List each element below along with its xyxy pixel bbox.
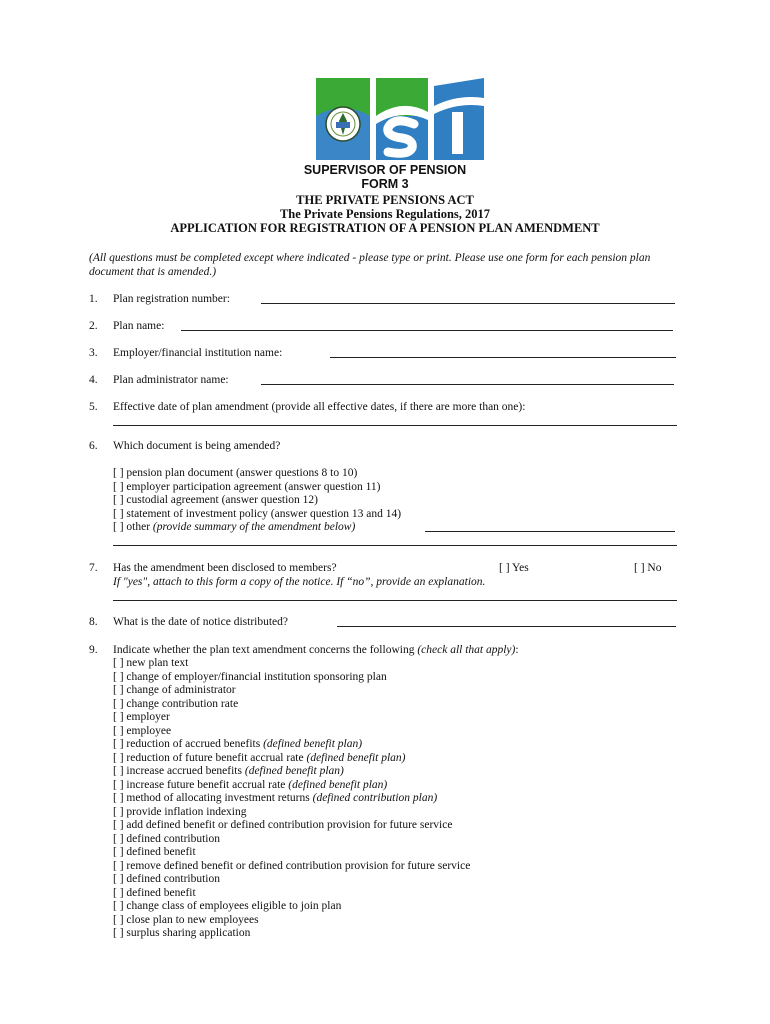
option-label: [ ] increase accrued benefits [113, 765, 245, 777]
option-employer-participation-agreement[interactable]: [ ] employer participation agreement (answer question 11) [113, 481, 381, 493]
amendment-option[interactable] [113, 779, 387, 793]
disclosure-note [113, 576, 678, 590]
explanation-field[interactable] [113, 600, 677, 601]
note-text: If "yes", attach to this form a copy of the notice. If “no”, provide an explanation. [113, 576, 486, 588]
option-label: [ ] method of allocating investment returns [113, 792, 313, 804]
disclosed-yes-checkbox[interactable]: [ ] Yes [499, 562, 529, 574]
amendment-option[interactable] [113, 752, 405, 766]
form-number: FORM 3 [361, 177, 409, 191]
option-note: (defined benefit plan) [263, 738, 363, 750]
amendment-option[interactable] [113, 657, 188, 671]
amendment-option[interactable] [113, 887, 196, 901]
option-label: [ ] reduction of future benefit accrual rate [113, 751, 307, 764]
amendment-option[interactable] [113, 900, 341, 914]
option-label: [ ] change class of employees eligible to join plan [113, 900, 342, 912]
act-title: THE PRIVATE PENSIONS ACT [296, 193, 474, 207]
effective-date-field[interactable] [113, 425, 677, 426]
amendment-option[interactable] [113, 819, 452, 833]
option-label: [ ] close plan to new employees [113, 913, 259, 926]
notice-date-field[interactable] [337, 626, 676, 627]
option-label: [ ] remove defined benefit or defined contribution provision for future service [113, 859, 471, 872]
option-label: [ ] change of employer/financial institution sponsoring plan [113, 670, 387, 683]
amendment-option[interactable] [113, 684, 236, 698]
amendment-option[interactable] [113, 806, 247, 820]
option-label: [ ] defined contribution [113, 832, 220, 845]
other-summary-field[interactable] [425, 531, 675, 532]
option-label: [ ] defined contribution [113, 873, 220, 885]
org-name: SUPERVISOR OF PENSION [303, 163, 467, 177]
question-number: 2. [89, 320, 98, 332]
option-label: [ ] add defined benefit or defined contribution provision for future service [113, 819, 453, 831]
option-note: (provide summary of the amendment below) [152, 521, 356, 533]
option-label: [ ] employer [113, 711, 170, 723]
option-label: [ ] provide inflation indexing [113, 805, 247, 818]
option-label: [ ] employee [113, 724, 172, 737]
supervisor-logo [316, 76, 486, 162]
question-label: Which document is being amended? [113, 440, 281, 452]
plan-registration-number-field[interactable] [261, 303, 675, 304]
question-label: Employer/financial institution name: [113, 347, 283, 359]
amendment-option[interactable] [113, 765, 344, 779]
label-end: : [515, 644, 519, 656]
question-number: 8. [89, 616, 98, 628]
amendment-option[interactable] [113, 792, 437, 806]
label-note: (check all that apply) [417, 644, 516, 656]
other-summary-field-2[interactable] [113, 545, 677, 546]
amendment-option[interactable] [113, 725, 171, 739]
question-label: Has the amendment been disclosed to members? [113, 562, 337, 574]
option-label: [ ] defined benefit [113, 886, 196, 899]
option-label: [ ] reduction of accrued benefits [113, 738, 264, 750]
amendment-option[interactable] [113, 671, 387, 685]
option-pension-plan-document[interactable]: [ ] pension plan document (answer questions 8 to 10) [113, 467, 358, 479]
instructions: (All questions must be completed except where indicated - please type or print. Please use one form for each pension plan document that is amended.) [89, 252, 651, 278]
question-number: 3. [89, 347, 98, 359]
question-number: 1. [89, 293, 98, 305]
question-number: 4. [89, 374, 98, 386]
option-label: [ ] new plan text [113, 657, 189, 669]
option-statement-of-investment-policy[interactable]: [ ] statement of investment policy (answer question 13 and 14) [113, 508, 402, 520]
option-label: [ ] change of administrator [113, 684, 236, 696]
plan-administrator-field[interactable] [261, 384, 674, 385]
amendment-option[interactable] [113, 833, 220, 847]
question-number: 6. [89, 440, 98, 452]
employer-name-field[interactable] [330, 357, 676, 358]
disclosed-no-checkbox[interactable]: [ ] No [634, 562, 662, 574]
option-label: [ ] defined benefit [113, 846, 196, 858]
question-label [113, 644, 519, 658]
question-number: 7. [89, 562, 98, 574]
option-label: [ ] increase future benefit accrual rate [113, 778, 289, 791]
amendment-option[interactable] [113, 711, 170, 725]
regulations-title: The Private Pensions Regulations, 2017 [279, 207, 491, 221]
amendment-option[interactable] [113, 927, 250, 941]
question-label: Plan registration number: [113, 293, 230, 305]
option-note: (defined benefit plan) [306, 751, 406, 764]
option-custodial-agreement[interactable]: [ ] custodial agreement (answer question 12) [113, 494, 319, 506]
option-note: (defined benefit plan) [288, 778, 388, 791]
option-label: [ ] surplus sharing application [113, 927, 251, 939]
question-number: 5. [89, 401, 98, 413]
amendment-option[interactable] [113, 846, 196, 860]
option-other[interactable] [113, 521, 678, 535]
option-note: (defined benefit plan) [244, 765, 344, 777]
option-label: [ ] other [113, 521, 153, 533]
label-text: Indicate whether the plan text amendment concerns the following [113, 644, 418, 656]
question-label: What is the date of notice distributed? [113, 616, 288, 628]
amendment-option[interactable] [113, 873, 220, 887]
question-label: Plan name: [113, 320, 165, 332]
question-number: 9. [89, 644, 98, 656]
amendment-option[interactable] [113, 914, 259, 928]
option-note: (defined contribution plan) [312, 792, 438, 804]
plan-name-field[interactable] [181, 330, 673, 331]
option-label: [ ] change contribution rate [113, 697, 239, 710]
page-title: APPLICATION FOR REGISTRATION OF A PENSION PLAN AMENDMENT [170, 221, 600, 235]
question-label: Effective date of plan amendment (provide all effective dates, if there are more than one): [113, 401, 526, 413]
amendment-option[interactable] [113, 860, 470, 874]
question-label: Plan administrator name: [113, 374, 229, 386]
amendment-option[interactable] [113, 738, 362, 752]
amendment-option[interactable] [113, 698, 238, 712]
